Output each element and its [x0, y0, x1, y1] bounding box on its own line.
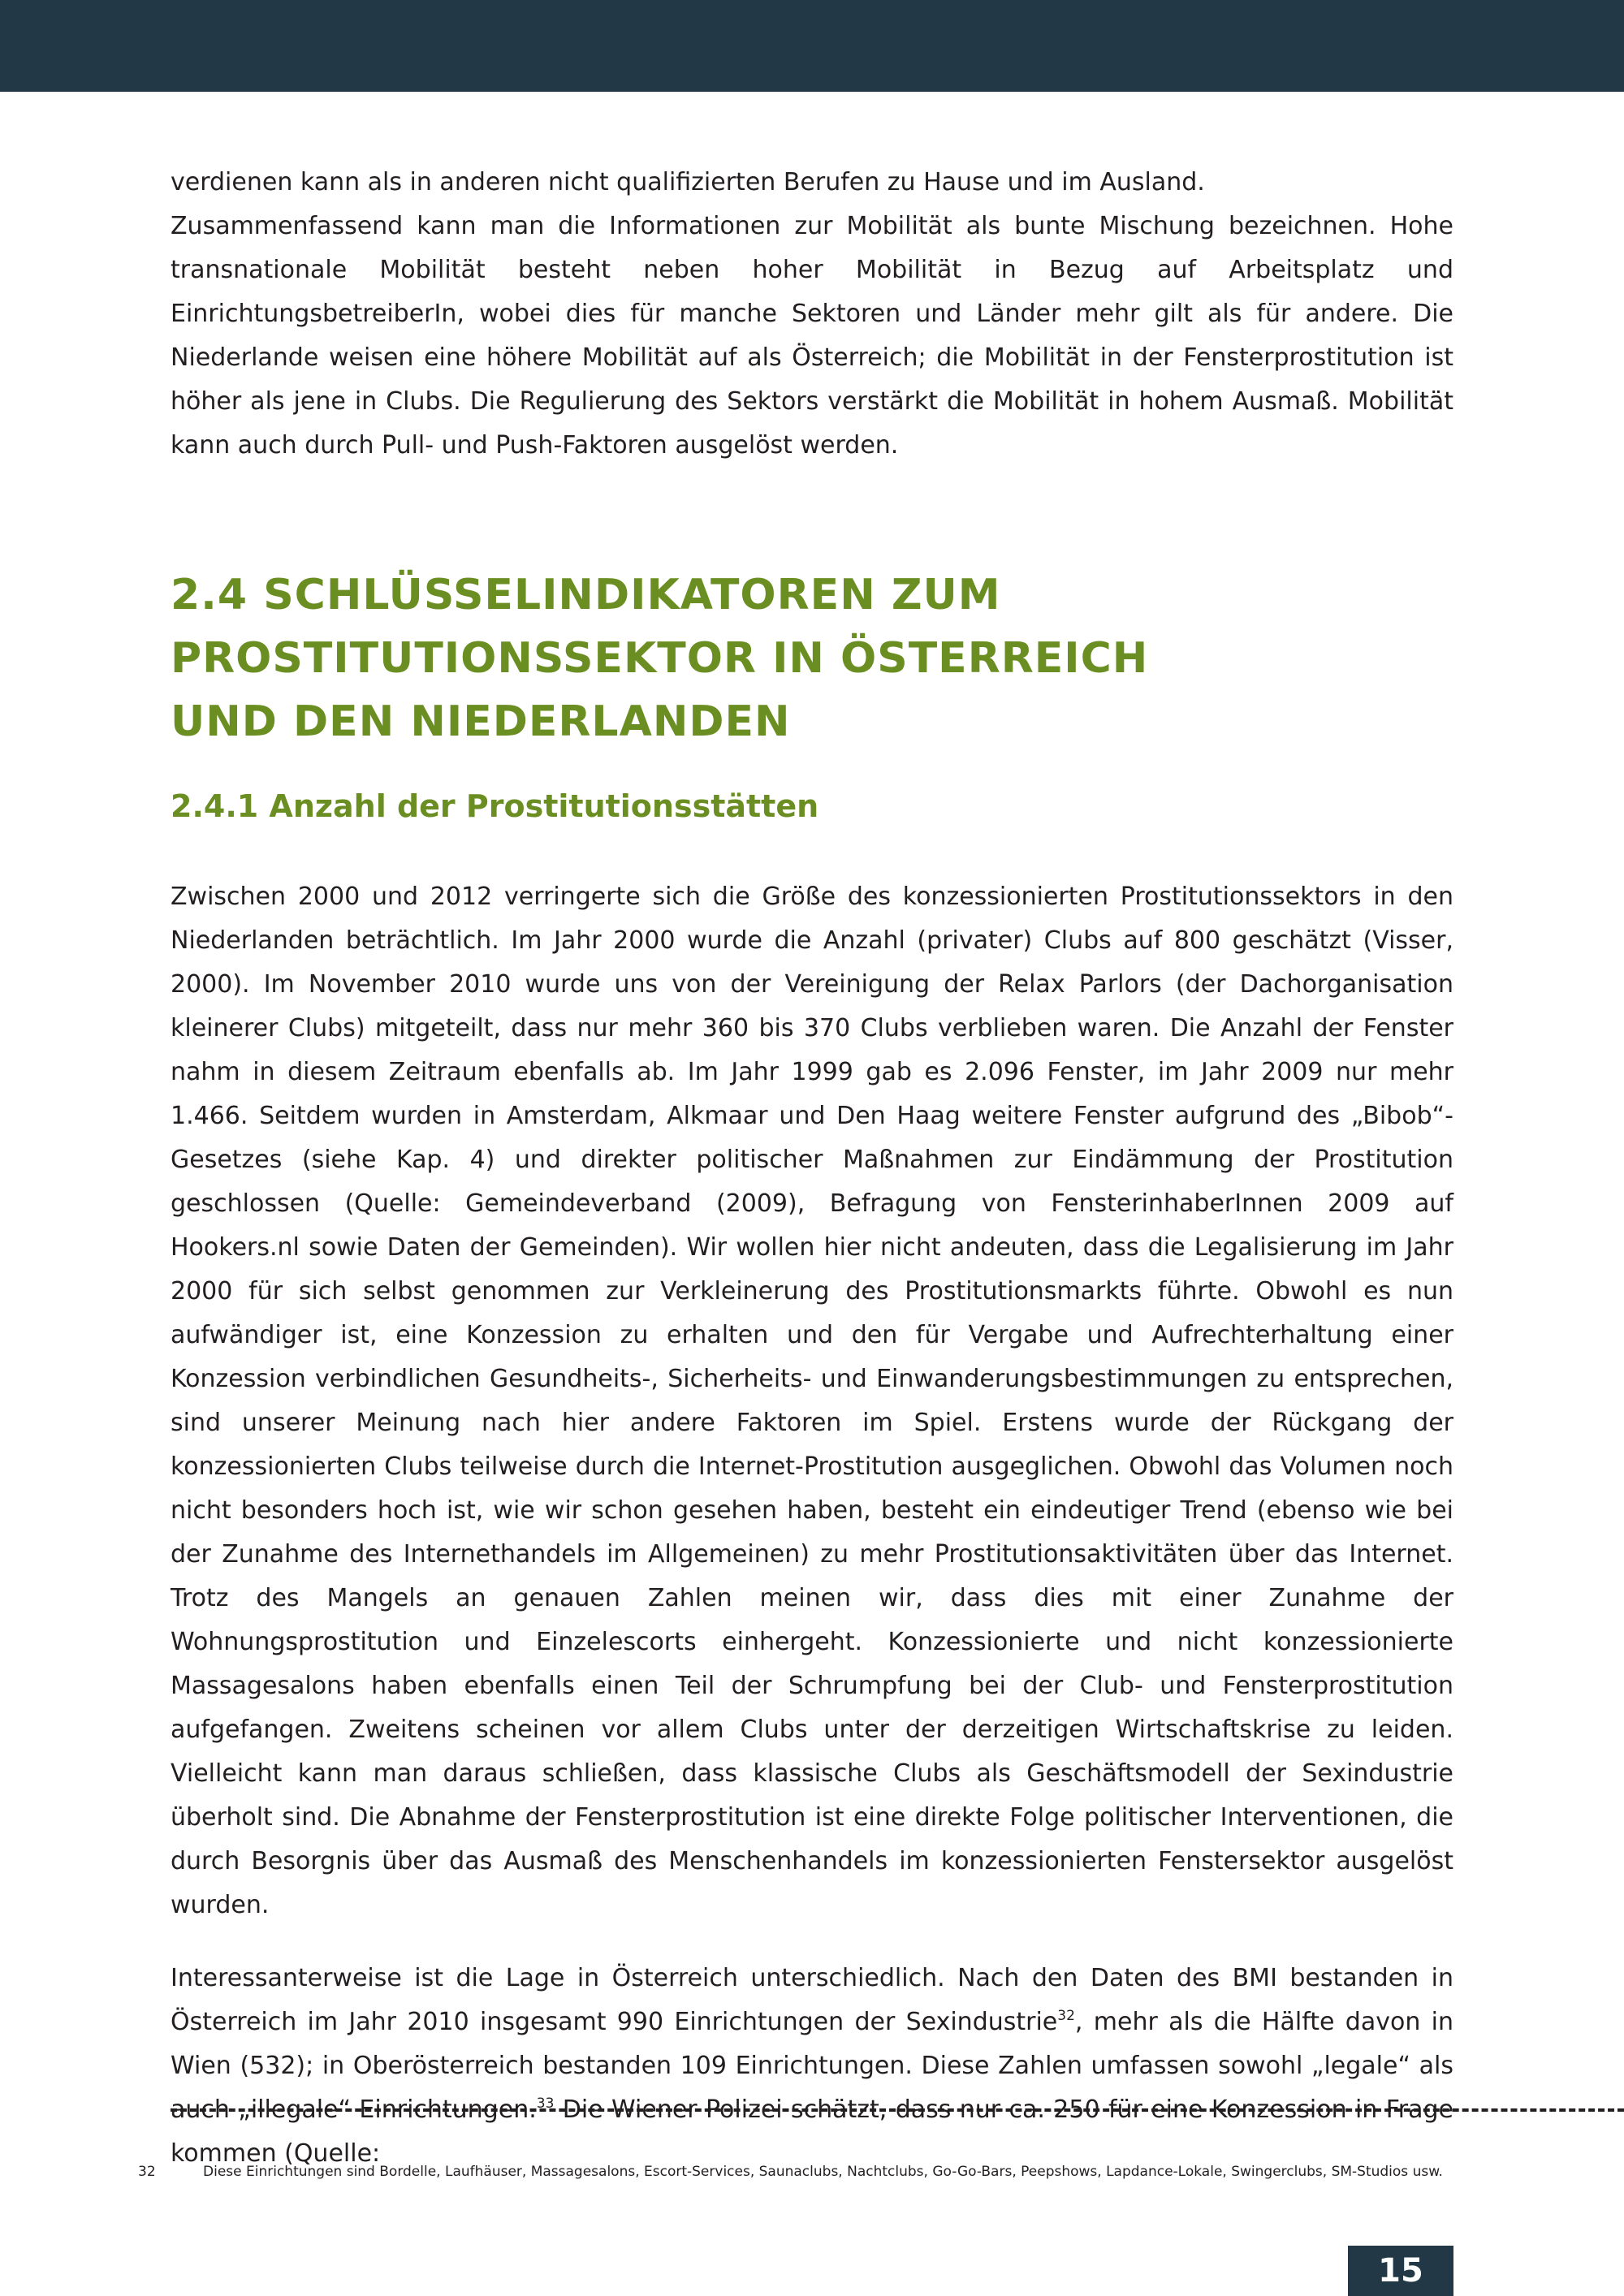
section-heading-line-1: 2.4 SCHLÜSSELINDIKATOREN ZUM: [171, 571, 1001, 619]
paragraph-text: Die Wiener Polizei schätzt, dass nur ca. 250 für eine Konzession in Frage kommen (Quelle:: [171, 2095, 1453, 2168]
intro-paragraph-2: Zusammenfassend kann man die Informationen zur Mobilität als bunte Mischung bezeichnen. Hohe transnationale Mobilität besteht neben hoher Mobilität in Bezug auf Arbeitsplatz und EinrichtungsbetreiberIn, wobei dies für manche Sektoren und Länder mehr gilt als für andere. Die Niederlande weisen eine höhere Mobilität auf als Österreich; die Mobilität in der Fensterprostitution ist höher als jene in Clubs. Die Regulierung des Sektors verstärkt die Mobilität in hohem Ausmaß. Mobilität kann auch durch Pull- und Push-Faktoren ausgelöst werden.: [171, 212, 1453, 460]
section-paragraph-1: Zwischen 2000 und 2012 verringerte sich die Größe des konzessionierten Prostitutionssektors in den Niederlanden beträchtlich. Im Jahr 2000 wurde die Anzahl (privater) Clubs auf 800 geschätzt (Visser, 2000). Im November 2010 wurde uns von der Vereinigung der Relax Parlors (der Dachorganisation kleinerer Clubs) mitgeteilt, dass nur mehr 360 bis 370 Clubs verblieben waren. Die Anzahl der Fenster nahm in diesem Zeitraum ebenfalls ab. Im Jahr 1999 gab es 2.096 Fenster, im Jahr 2009 nur mehr 1.466. Seitdem wurden in Amsterdam, Alkmaar und Den Haag weitere Fenster aufgrund des „Bibob“-Gesetzes (siehe Kap. 4) und direkter politischer Maßnahmen zur Eindämmung der Prostitution geschlossen (Quelle: Gemeindeverband (2009), Befragung von FensterinhaberInnen 2009 auf Hookers.nl sowie Daten der Gemeinden). Wir wollen hier nicht andeuten, dass die Legalisierung im Jahr 2000 für sich selbst genommen zur Verkleinerung des Prostitutionsmarkts führte. Obwohl es nun aufwändiger ist, eine Konzession zu erhalten und den für Vergabe und Aufrechterhaltung einer Konzession verbindlichen Gesundheits-, Sicherheits- und Einwanderungsbestimmungen zu entsprechen, sind unserer Meinung nach hier andere Faktoren im Spiel. Erstens wurde der Rückgang der konzessionierten Clubs teilweise durch die Internet-Prostitution ausgeglichen. Obwohl das Volumen noch nicht besonders hoch ist, wie wir schon gesehen haben, besteht ein eindeutiger Trend (ebenso wie bei der Zunahme des Internethandels im Allgemeinen) zu mehr Prostitutionsaktivitäten über das Internet. Trotz des Mangels an genauen Zahlen meinen wir, dass dies mit einer Zunahme der Wohnungsprostitution und Einzelescorts einhergeht. Konzessionierte und nicht konzessionierte Massagesalons haben ebenfalls einen Teil der Schrumpfung bei der Club- und Fensterprostitution aufgefangen. Zweitens scheinen vor allem Clubs unter der derzeitigen Wirtschaftskrise zu leiden. Vielleicht kann man daraus schließen, dass klassische Clubs als Geschäftsmodell der Sexindustrie überholt sind. Die Abnahme der Fensterprostitution ist eine direkte Folge politischer Interventionen, die durch Besorgnis über das Ausmaß des Menschenhandels im konzessionierten Fenstersektor ausgelöst wurden.: [171, 883, 1453, 1919]
section-heading-line-2: PROSTITUTIONSSEKTOR IN ÖSTERREICH: [171, 634, 1149, 683]
footnote: [138, 2161, 1453, 2182]
page-number: 15: [1348, 2246, 1453, 2296]
section-paragraph-2: [171, 1957, 1453, 2176]
subsection-heading: 2.4.1 Anzahl der Prostitutionsstätten: [171, 788, 819, 824]
footnote-ref-32[interactable]: 32: [1057, 2008, 1075, 2024]
footnote-text: Diese Einrichtungen sind Bordelle, Laufhäuser, Massagesalons, Escort-Services, Saunaclubs, Nachtclubs, Go-Go-Bars, Peepshows, Lapdance-Lokale, Swingerclubs, SM-Studios usw.: [203, 2164, 1443, 2180]
footnote-number: 32: [138, 2164, 156, 2180]
footnote-divider: [171, 2108, 1624, 2112]
footnote-ref-33[interactable]: 33: [536, 2095, 555, 2112]
page-content: [171, 161, 1453, 2176]
header-bar: [0, 0, 1624, 92]
paragraph-text: Interessanterweise ist die Lage in Österreich unterschiedlich. Nach den Daten des BMI bestanden in Österreich im Jahr 2010 insgesamt 990 Einrichtungen der Sexindustrie: [171, 1964, 1453, 2036]
section-heading-line-3: UND DEN NIEDERLANDEN: [171, 697, 791, 746]
section-heading: [171, 563, 1453, 753]
footnote-32: [138, 2161, 1453, 2182]
intro-paragraph-1: verdienen kann als in anderen nicht qualifizierten Berufen zu Hause und im Ausland.: [171, 168, 1205, 196]
paragraph-text: , mehr als die Hälfte davon in Wien (532); in Oberösterreich bestanden 109 Einrichtungen. Diese Zahlen umfassen sowohl „legale“ als auch „illegale“ Einrichtungen.: [171, 2008, 1453, 2124]
